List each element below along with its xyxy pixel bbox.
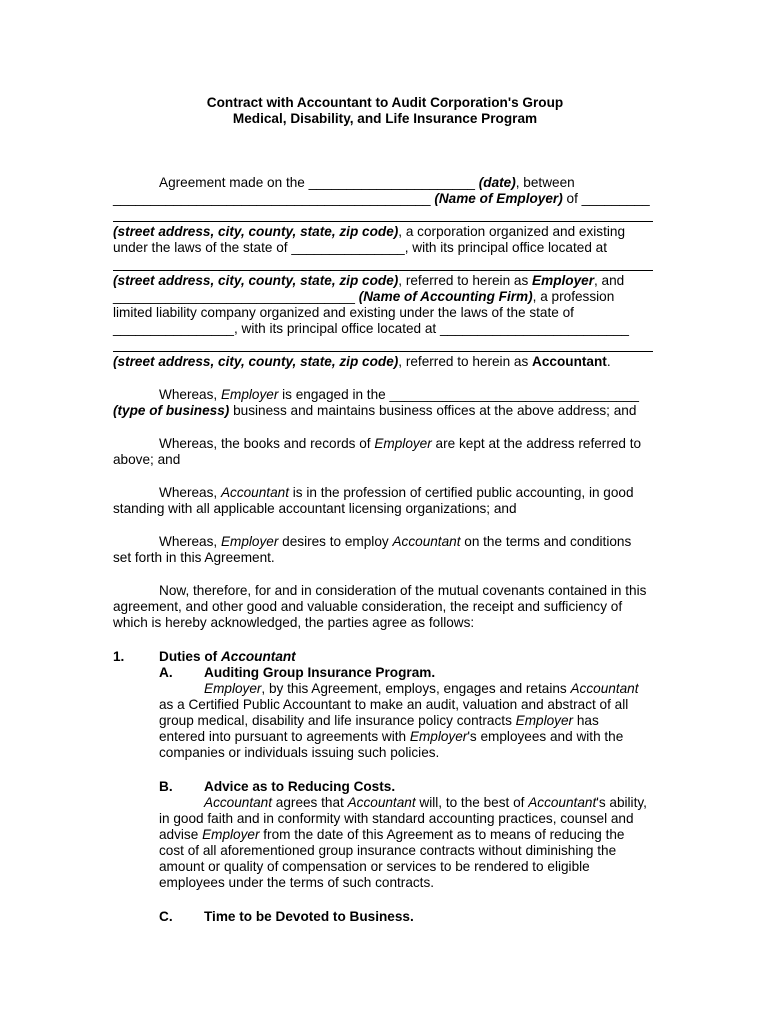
intro-text: Agreement made on the ______________________ bbox=[159, 175, 479, 190]
clause-text: Employer bbox=[202, 827, 260, 842]
clause-text: 's ability, bbox=[596, 795, 647, 810]
whereas-text: Employer bbox=[220, 387, 279, 402]
subsection-c-letter: C. bbox=[159, 909, 173, 924]
clause-text: Employer bbox=[515, 713, 574, 728]
subsection-b-line-1 bbox=[204, 795, 647, 811]
clause-text: group medical, disability and life insurance policy contracts bbox=[159, 713, 516, 728]
section-1-number: 1. bbox=[113, 649, 125, 664]
whereas-text: are kept at the address referred to bbox=[431, 436, 642, 451]
whereas-text: Whereas, bbox=[159, 485, 221, 500]
now-therefore-line-3: which is hereby acknowledged, the parties agree as follows: bbox=[113, 615, 475, 630]
intro-text: ________________________________ bbox=[113, 289, 359, 304]
intro-text: , and bbox=[594, 273, 625, 288]
intro-line-5 bbox=[113, 273, 624, 289]
title-line-2: Medical, Disability, and Life Insurance Program bbox=[232, 111, 538, 126]
subsection-b-line-4: cost of all aforementioned group insurance contracts without diminishing the bbox=[159, 843, 617, 858]
whereas-text: on the terms and conditions bbox=[460, 534, 632, 549]
whereas-4-line-2: set forth in this Agreement. bbox=[113, 550, 275, 565]
intro-text: of _________ bbox=[562, 191, 650, 206]
subsection-b-line-3 bbox=[159, 827, 624, 843]
intro-text: . bbox=[606, 354, 611, 369]
subsection-a-line-4 bbox=[159, 729, 623, 745]
subsection-b-title: Advice as to Reducing Costs. bbox=[204, 779, 396, 794]
clause-text: Accountant bbox=[528, 795, 597, 810]
whereas-text: is in the profession of certified public accounting, in good bbox=[288, 485, 634, 500]
clause-text: entered into pursuant to agreements with bbox=[159, 729, 410, 744]
whereas-text: desires to employ bbox=[278, 534, 393, 549]
blank-rule bbox=[113, 351, 653, 352]
subsection-c-title: Time to be Devoted to Business. bbox=[204, 909, 414, 924]
subsection-a-line-2: as a Certified Public Accountant to make an audit, valuation and abstract of all bbox=[159, 697, 629, 712]
intro-line-4: under the laws of the state of _______________, with its principal office located at bbox=[113, 240, 607, 255]
whereas-text: business and maintains business offices at the above address; and bbox=[229, 403, 637, 418]
clause-text: Accountant bbox=[204, 795, 273, 810]
whereas-text: Whereas, bbox=[159, 534, 221, 549]
whereas-3-line-2: standing with all applicable accountant licensing organizations; and bbox=[113, 501, 517, 516]
address-label: (street address, city, county, state, zip code) bbox=[113, 224, 399, 239]
blank-rule bbox=[113, 221, 653, 222]
intro-text: __________________________________________ bbox=[113, 191, 435, 206]
title-line-1: Contract with Accountant to Audit Corporation's Group bbox=[206, 95, 564, 110]
clause-text: has bbox=[573, 713, 599, 728]
intro-line-9 bbox=[113, 354, 611, 370]
now-therefore-line-1: Now, therefore, for and in consideration of the mutual covenants contained in this bbox=[159, 583, 647, 598]
subsection-a-letter: A. bbox=[159, 665, 173, 680]
clause-text: will, to the best of bbox=[415, 795, 529, 810]
clause-text: Employer bbox=[204, 681, 262, 696]
accountant-term: Accountant bbox=[532, 354, 607, 369]
clause-text: from the date of this Agreement as to means of reducing the bbox=[259, 827, 625, 842]
clause-text: Accountant bbox=[347, 795, 416, 810]
clause-text: 's employees and with the bbox=[467, 729, 624, 744]
whereas-2-line-1 bbox=[159, 436, 641, 452]
employer-name-label: (Name of Employer) bbox=[434, 191, 563, 206]
subsection-b-line-5: amount or quality of compensation or services to be rendered to eligible bbox=[159, 859, 590, 874]
whereas-3-line-1 bbox=[159, 485, 634, 501]
subsection-a-title: Auditing Group Insurance Program. bbox=[204, 665, 436, 680]
employer-term: Employer bbox=[532, 273, 594, 288]
whereas-text: Accountant bbox=[392, 534, 461, 549]
subsection-b-line-2: in good faith and in conformity with standard accounting practices, counsel and bbox=[159, 811, 634, 826]
intro-line-2 bbox=[113, 191, 650, 207]
blank-rule bbox=[113, 270, 653, 271]
intro-line-3 bbox=[113, 224, 625, 240]
whereas-4-line-1 bbox=[159, 534, 631, 550]
subsection-a-line-5: companies or individuals issuing such policies. bbox=[159, 745, 440, 760]
accounting-firm-label: (Name of Accounting Firm) bbox=[358, 289, 533, 304]
whereas-text: Whereas, bbox=[159, 387, 221, 402]
date-label: (date) bbox=[478, 175, 516, 190]
section-1-heading bbox=[159, 649, 296, 665]
intro-text: , referred to herein as bbox=[398, 354, 533, 369]
whereas-text: Employer bbox=[374, 436, 432, 451]
intro-text: , a corporation organized and existing bbox=[398, 224, 626, 239]
subsection-b-line-6: employees under the terms of such contracts. bbox=[159, 875, 435, 890]
intro-text: , referred to herein as bbox=[398, 273, 533, 288]
whereas-text: Employer bbox=[220, 534, 279, 549]
clause-text: agrees that bbox=[272, 795, 348, 810]
subsection-a-line-3 bbox=[159, 713, 599, 729]
intro-text: , a profession bbox=[532, 289, 615, 304]
whereas-text: Accountant bbox=[220, 485, 289, 500]
address-label: (street address, city, county, state, zip code) bbox=[113, 273, 399, 288]
business-type-label: (type of business) bbox=[113, 403, 230, 418]
whereas-text: is engaged in the _________________________________ bbox=[278, 387, 639, 402]
whereas-1-line-2 bbox=[113, 403, 636, 419]
whereas-2-line-2: above; and bbox=[113, 452, 181, 467]
whereas-text: Whereas, the books and records of bbox=[159, 436, 375, 451]
intro-text: , between bbox=[515, 175, 575, 190]
clause-text: Accountant bbox=[570, 681, 639, 696]
whereas-1-line-1 bbox=[159, 387, 639, 403]
clause-text: Employer bbox=[409, 729, 468, 744]
subsection-a-line-1 bbox=[204, 681, 639, 697]
intro-line-6 bbox=[113, 289, 614, 305]
clause-text: advise bbox=[159, 827, 203, 842]
address-label: (street address, city, county, state, zip code) bbox=[113, 354, 399, 369]
now-therefore-line-2: agreement, and other good and valuable consideration, the receipt and sufficiency of bbox=[113, 599, 623, 614]
section-heading-text: Accountant bbox=[220, 649, 296, 664]
intro-line-8: ________________, with its principal office located at _________________________ bbox=[113, 321, 629, 336]
subsection-b-letter: B. bbox=[159, 779, 173, 794]
intro-line-7: limited liability company organized and existing under the laws of the state of bbox=[113, 305, 574, 320]
intro-line-1 bbox=[159, 175, 575, 191]
section-heading-text: Duties of bbox=[159, 649, 221, 664]
clause-text: , by this Agreement, employs, engages and retains bbox=[261, 681, 571, 696]
